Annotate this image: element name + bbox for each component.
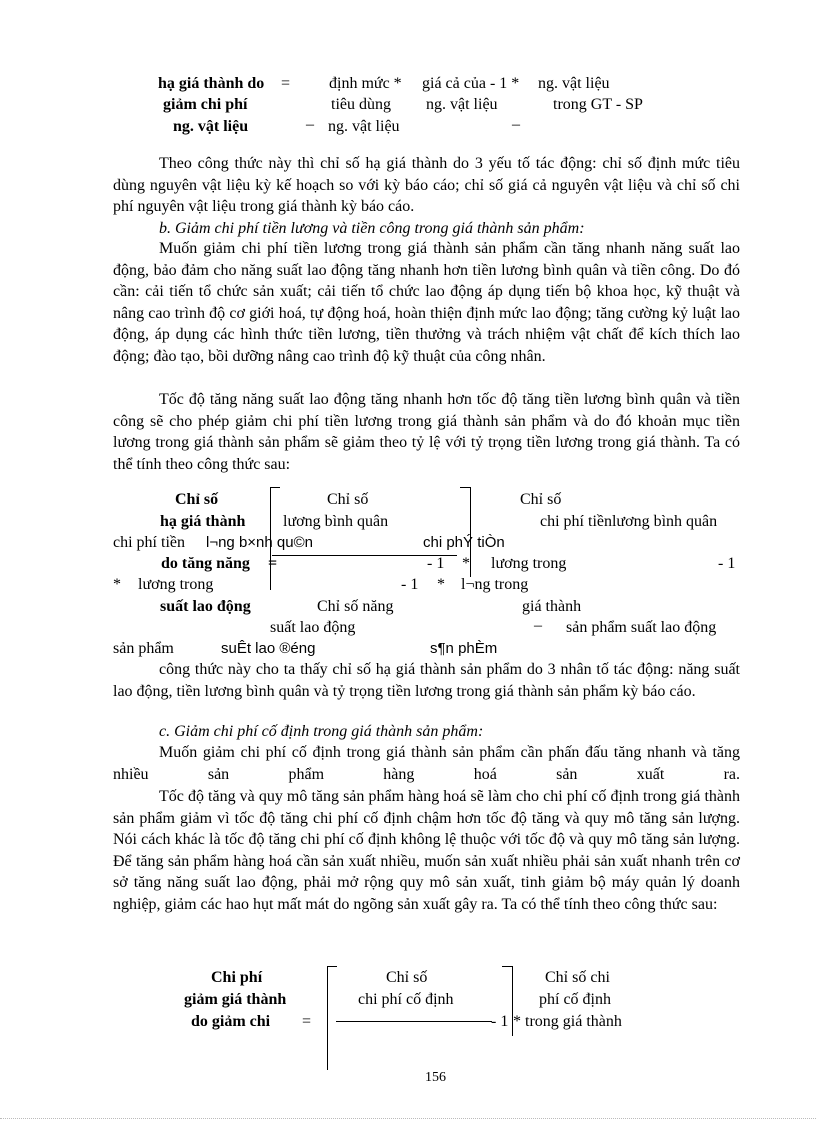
paragraph-text: Tốc độ tăng và quy mô tăng sản phẩm hàng hoá sẽ làm cho chi phí cố định trong giá thành sản phẩm giảm vì tốc độ tăng chi phí cố định chậm hơn tốc độ tăng và quy mô tăng sản lượng. Nói cách khác là tốc độ tăng chi phí cố định không lệ thuộc với tốc độ và quy mô tăng sản lượng. Để tăng sản phẩm hàng hoá cần sản xuất nhiều, muốn sản xuất nhiều phải sản xuất nhanh trên cơ sở tăng năng suất lao động, phải mở rộng quy mô sản xuất, tinh giảm bộ máy quản lý doanh nghiệp, giảm các hao hụt mất mát do ngõng sản xuất gây ra. Ta có thể tính theo công thức sau: [113,788,740,913]
formula-text: lương trong [138,576,214,593]
formula-text: ng. vật liệu [173,118,249,135]
formula-text: – [306,116,314,133]
formula-text: chi phí tiền [113,534,185,551]
formula-text: ng. vật liệu [426,96,498,113]
formula-text: giá cả của - 1 * [422,75,520,92]
bracket-left-top [327,966,337,967]
formula-text: giảm giá thành [184,991,287,1008]
formula-text: – [512,116,520,133]
formula-text: - 1 [718,555,736,572]
section-heading-b: b. Giảm chi phí tiền lương và tiền công trong giá thành sản phẩm: [159,220,585,237]
formula-text: = [302,1013,312,1030]
formula-text: suất lao động [160,598,251,615]
formula-text: hạ giá thành [160,513,246,530]
formula-text: sản phẩm [113,640,174,657]
formula-text: Chỉ số năng [317,598,394,615]
formula-text: ng. vật liệu [538,75,610,92]
formula-text: giảm chi phí [163,96,248,113]
section-heading-c: c. Giảm chi phí cố định trong giá thành sản phẩm: [159,723,484,740]
paragraph-text: Theo công thức này thì chỉ số hạ giá thành do 3 yếu tố tác động: chỉ số định mức tiêu dùng nguyên vật liệu kỳ kế hoạch so với kỳ báo cáo; chỉ số giá cả nguyên vật liệu và chỉ số chi phí nguyên vật liệu trong giá thành kỳ báo cáo. [113,155,740,215]
bracket-right-top [502,966,512,967]
formula-text: Chi phí [211,969,263,986]
fraction-line [336,1021,492,1022]
formula-text: Chỉ số [520,491,562,508]
formula-text: s¶n phÈm [430,640,498,657]
formula-text: - 1 [491,1013,509,1030]
formula-text: Chỉ số [386,969,428,986]
formula-text: * trong giá thành [513,1013,622,1030]
formula-text: = [268,555,278,572]
formula-text: = [281,75,291,92]
bracket-left [327,966,328,1070]
formula-text: do giảm chi [191,1013,271,1030]
page-number: 156 [425,1070,446,1085]
formula-text: - 1 [427,555,445,572]
formula-text: phí cố định [539,991,611,1008]
formula-text: * [462,555,470,572]
formula-text: chi phÝ tiÒn [423,534,505,551]
paragraph-text: Muốn giảm chi phí cố định trong giá thành sản phẩm cần phấn đấu tăng nhanh và tăng nhiều sản phẩm hàng hoá sản xuất ra. [113,744,740,783]
paragraph-text: công thức này cho ta thấy chỉ số hạ giá thành sản phẩm do 3 nhân tố tác động: năng suất lao động, tiền lương bình quân và tỷ trọng tiền lương trong giá thành sản phẩm kỳ báo cáo. [113,661,740,700]
bracket-right-top [460,487,470,488]
paragraph-text: Tốc độ tăng năng suất lao động tăng nhanh hơn tốc độ tăng tiền lương bình quân và tiền công sẽ cho phép giảm chi phí tiền lương trong giá thành sản phẩm và do đó khoản mục tiền lương trong giá thành sản phẩm sẽ giảm theo tỷ lệ với tỷ trọng tiền lương trong giá thành. Ta có thể tính theo công thức sau: [113,391,740,473]
formula-text: do tăng năng [161,555,250,572]
formula-text: lương trong [491,555,567,572]
paragraph [113,389,740,475]
paragraph [113,742,740,785]
paragraph [113,238,740,367]
bracket-right [470,487,471,577]
formula-text: lương bình quân [283,513,389,530]
formula-text: giá thành [522,598,582,615]
paragraph [113,659,740,702]
formula-text: chi phí tiềnlương bình quân [540,513,718,530]
paragraph [113,786,740,915]
formula-text: * [113,576,121,593]
bracket-left-top [270,487,280,488]
formula-text: suất lao động [270,619,356,636]
formula-text: Chỉ số [327,491,369,508]
formula-text: Chỉ số [175,491,219,508]
formula-text: suÊt lao ®éng [221,640,316,657]
formula-text: tiêu dùng [331,96,391,113]
formula-text: hạ giá thành do [158,75,265,92]
formula-text: chi phí cố định [358,991,454,1008]
formula-text: l¬ng b×nh qu©n [206,534,313,551]
formula-text: l¬ng trong [461,576,529,593]
formula-text: định mức * [329,75,402,92]
formula-text: * [437,576,445,593]
formula-text: - 1 [401,576,419,593]
paragraph [113,153,740,218]
formula-text: trong GT - SP [553,96,643,113]
page-edge-divider [0,1118,816,1119]
formula-text: sản phẩm suất lao động [566,619,717,636]
formula-text: – [534,617,542,634]
formula-text: ng. vật liệu [328,118,400,135]
paragraph-text: Muốn giảm chi phí tiền lương trong giá thành sản phẩm cần tăng nhanh năng suất lao động, bảo đảm cho năng suất lao động tăng nhanh hơn tiền lương bình quân và tiền công. Do đó cần: cải tiến tổ chức sản xuất; cải tiến tổ chức lao động áp dụng tiến bộ khoa học, kỹ thuật và nâng cao trình độ cơ giới hoá, tự động hoá, hoàn thiện định mức lao động; tăng cường kỷ luật lao động, áp dụng các hình thức tiền lương, tiền thưởng và trách nhiệm vật chất để kích thích lao động; đào tạo, bồi dưỡng nâng cao trình độ kỹ thuật của công nhân. [113,240,740,365]
formula-text: Chỉ số chi [545,969,610,986]
